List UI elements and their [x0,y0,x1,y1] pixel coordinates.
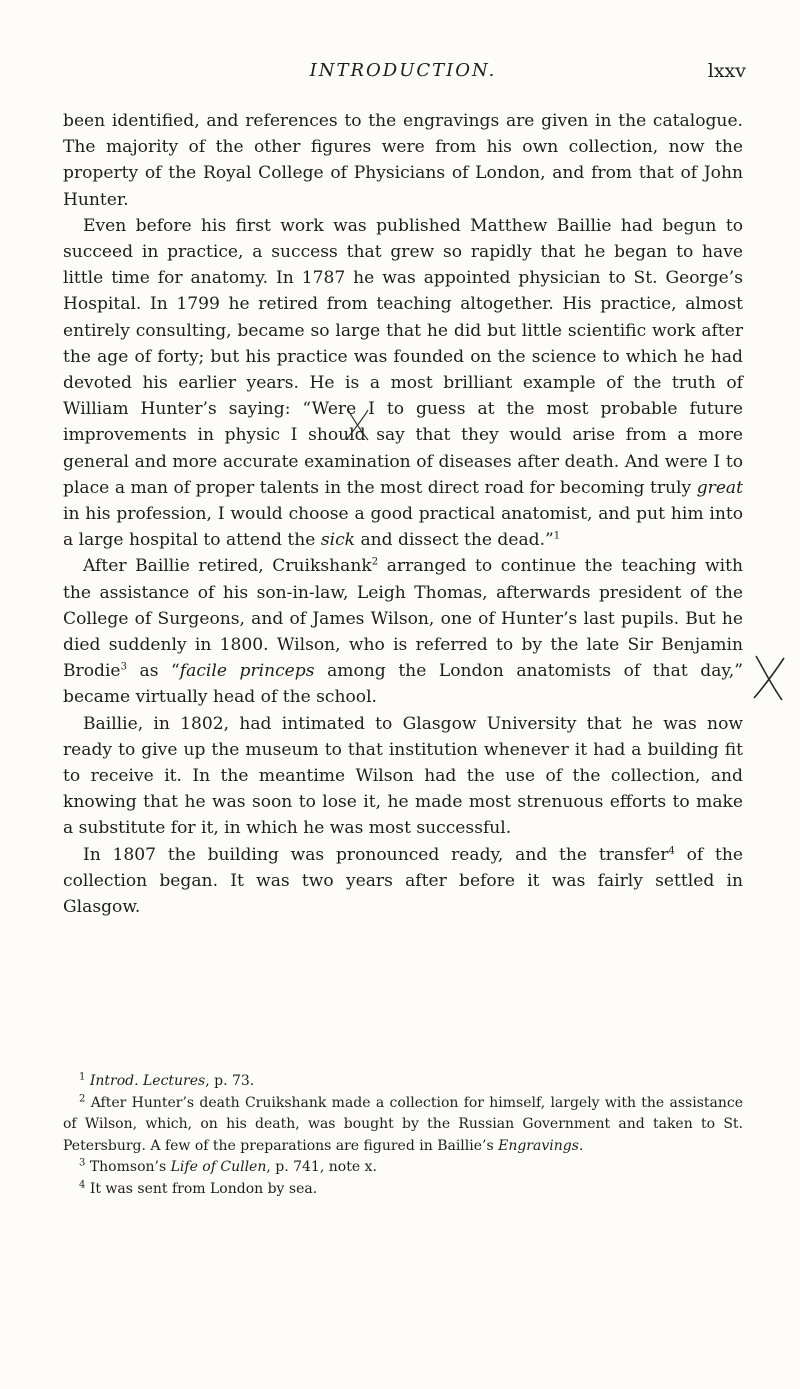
main-text [63,108,743,920]
footnotes [63,1071,743,1200]
footnote-2: $^2$ After Hunter’s death Cruikshank made a collection for himself, largely with the assistance of Wilson, which, on his death, was bought by the Russian Government and taken to St. Petersburg. A few of the preparations are figured in Baillie’s Engravings. [63,1092,744,1154]
emphasis-sick: sick [320,530,356,551]
footnote-ref-4[interactable]: 4 [668,845,675,856]
page-number: lxxv [707,60,746,82]
footnote-ref-3[interactable]: 3 [120,661,127,673]
inline-cross-mark-icon [340,404,374,444]
paragraph-4: Baillie, in 1802, had intimated to Glasgow University that he was now ready to give up the museum to that institution whenever it had a building fit to receive it. In the meantime Wilson had the use of the collection, and knowing that he was soon to lose it, he made most strenuous efforts to make a substitute for it, in which he was most successful. [63,713,743,839]
footnote-ref-1[interactable]: 1 [553,530,561,542]
paragraph-3: After Baillie retired, Cruikshank$^2$ arranged to continue the teaching with the assistance of his son-in-law, Leigh Thomas, afterwards president of the College of Surgeons, and of James Wilson, one of Hunter’s last pupils. But he died suddenly in 1800. Wilson, who is referred to by the late Sir Benjamin Brodie$^3$ as “facile princeps among the London anatomists of that day,” became virtually head of the school. [63,556,743,708]
emphasis-great: great [696,477,743,498]
footnote-1: $^1$ Introd. Lectures, p. 73. [79,1071,255,1089]
paragraph-5: In 1807 the building was pronounced ready, and the transfer$^4$ of the collection began. It was two years after before it was fairly settled in Glasgow. [63,844,743,918]
margin-cross-mark-icon [750,652,788,704]
footnote-4: $^4$ It was sent from London by sea. [79,1178,318,1197]
paragraph-2: Even before his first work was published Matthew Baillie had begun to succeed in practice, a success that grew so rapidly that he began to have little time for anatomy. In 1787 he was appointed physician to St. George’s Hospital. In 1799 he retired from teaching altogether. His practice, almost entirely consulting, became so large that he did but little scientific work after the age of forty; but his practice was founded on the science to which he had devoted his earlier years. He is a most brilliant example of the truth of William Hunter’s saying: “Were I to guess at the most probable future improvements in physic I should say that they would arise from a more general and more accurate examination of diseases after death. And were I to place a man of proper talents in the most direct road for becoming truly great in his profession, I would choose a good practical anatomist, and put him into a large hospital to attend the sick and dissect the dead.”$^1$ [63,215,743,551]
footnote-3: $^3$ Thomson’s Life of Cullen, p. 741, note x. [79,1157,377,1175]
running-title: INTRODUCTION. [309,60,497,81]
footnote-ref-2[interactable]: 2 [371,556,379,568]
emphasis-facile-princeps: facile princeps [179,661,315,682]
paragraph-1: been identified, and references to the engravings are given in the catalogue. The majority of the other figures were from his own collection, now the property of the Royal College of Physicians of London, and from that of John Hunter. [63,111,743,210]
running-header [60,60,746,100]
